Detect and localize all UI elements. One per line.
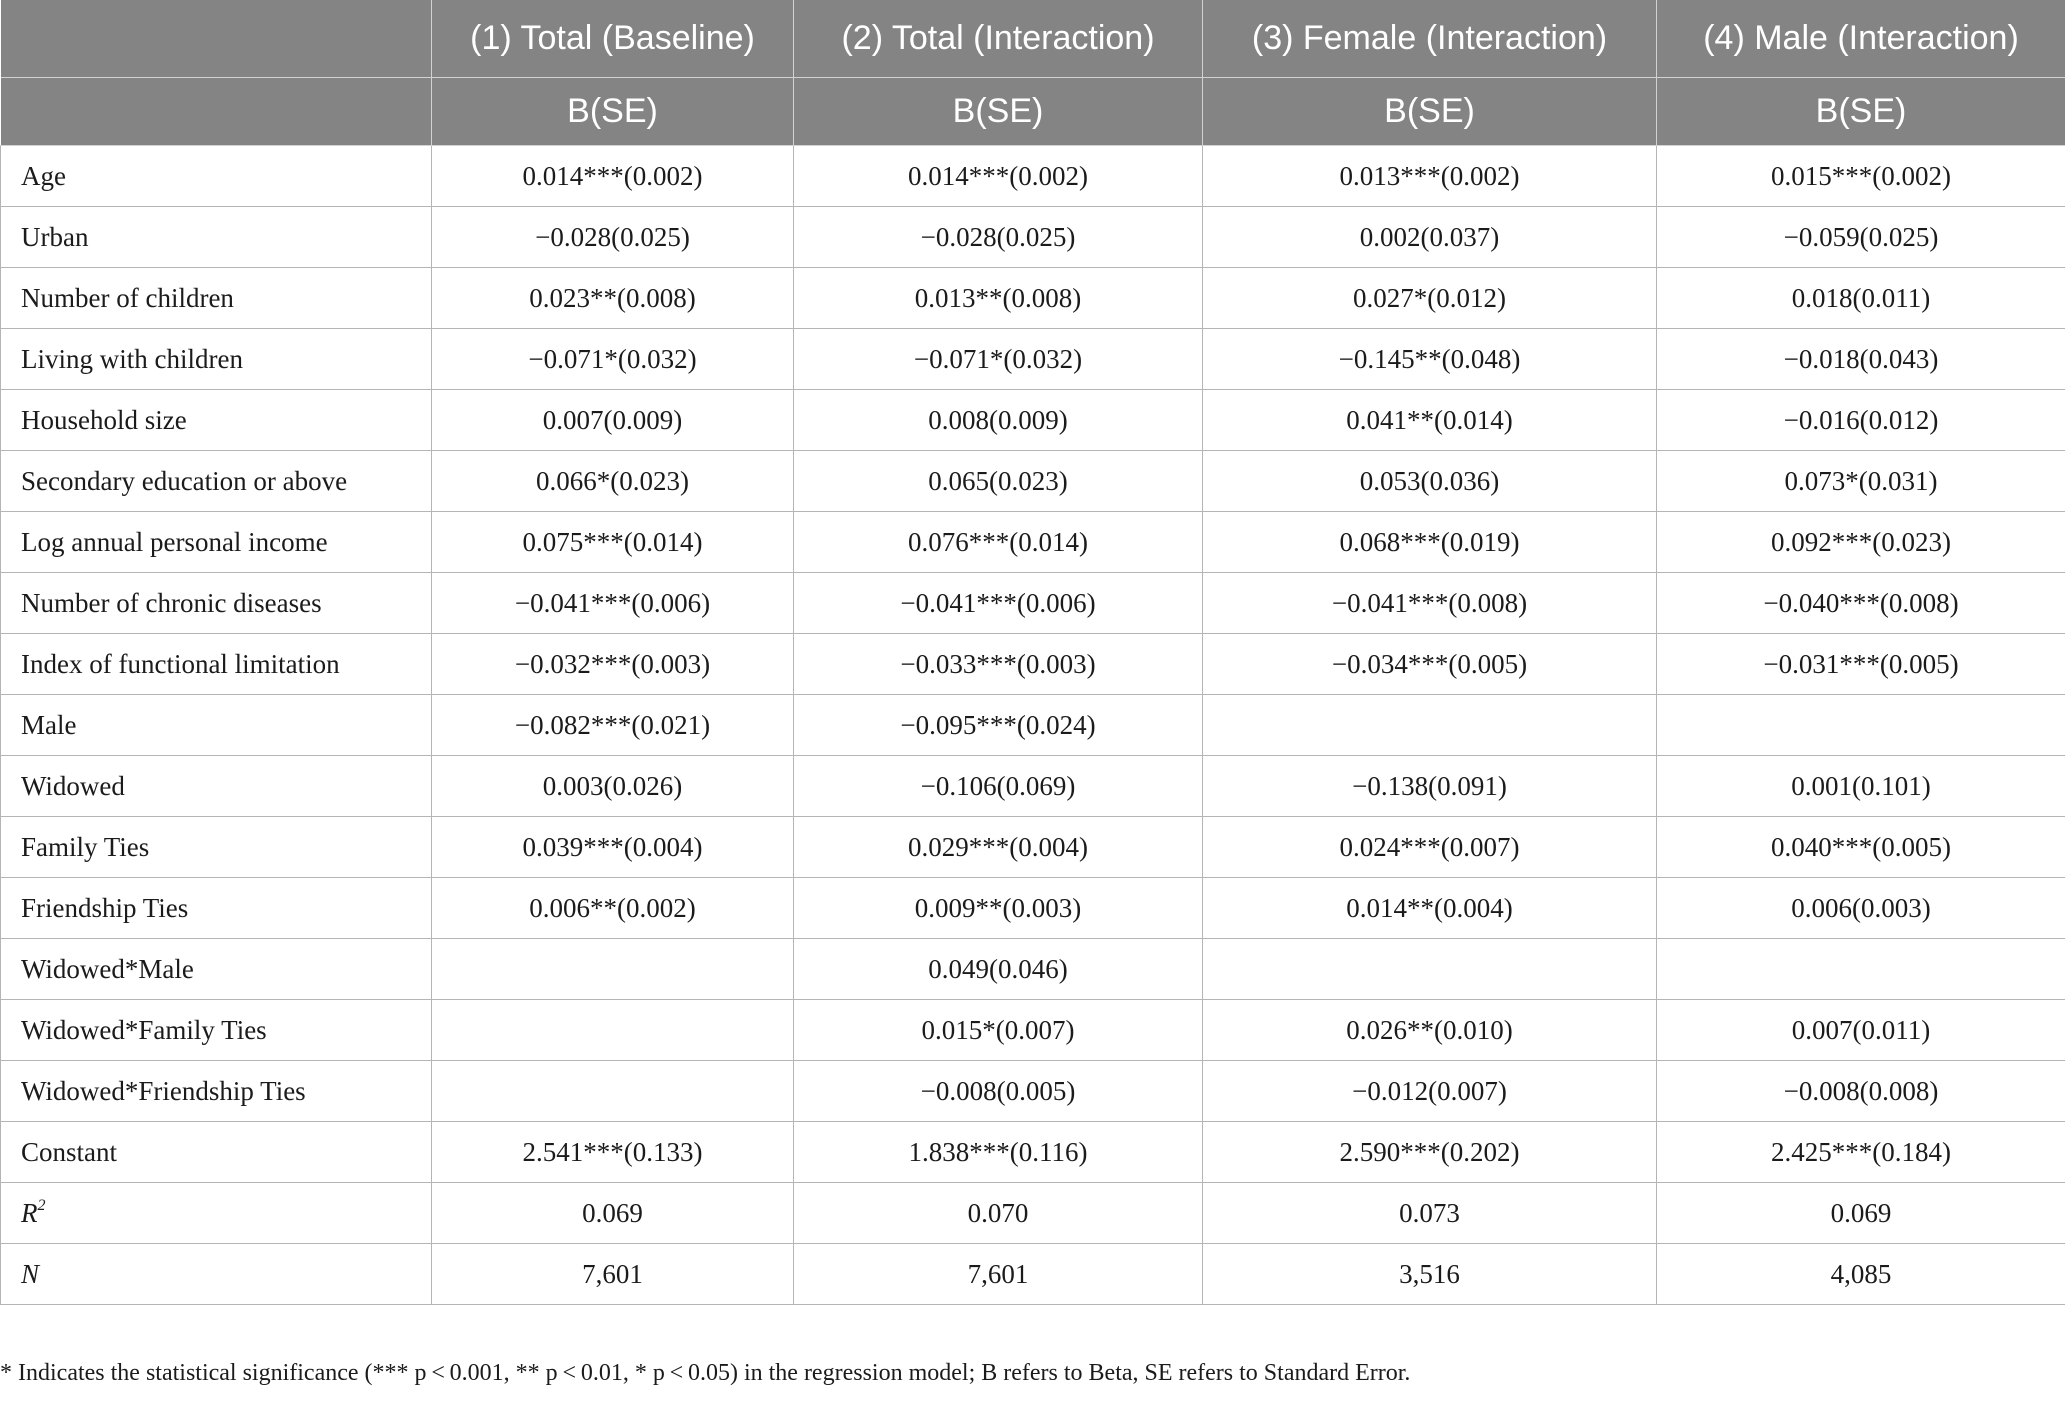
table-row xyxy=(1,878,2065,939)
cell-col-2: −0.071*(0.032) xyxy=(794,329,1203,390)
header-col-3-title: (3) Female (Interaction) xyxy=(1203,0,1657,78)
cell-col-2: 0.009**(0.003) xyxy=(794,878,1203,939)
row-label-text: Friendship Ties xyxy=(21,892,189,923)
cell-col-1 xyxy=(432,1000,794,1061)
header-col-3-sub: B(SE) xyxy=(1203,78,1657,146)
row-label xyxy=(1,1000,432,1061)
header-col-2-sub: B(SE) xyxy=(794,78,1203,146)
row-label-text: Age xyxy=(21,160,66,191)
cell-col-2: 0.065(0.023) xyxy=(794,451,1203,512)
table-footnote: * Indicates the statistical significance (*** p < 0.001, ** p < 0.01, * p < 0.05) in the regression model; B refers to Beta, SE refers to Standard Error. xyxy=(0,1360,1411,1386)
cell-col-2: 0.008(0.009) xyxy=(794,390,1203,451)
cell-col-4: −0.018(0.043) xyxy=(1657,329,2065,390)
table-row xyxy=(1,268,2065,329)
row-label-text: Widowed xyxy=(21,770,125,801)
row-label-text: Index of functional limitation xyxy=(21,648,340,679)
row-label xyxy=(1,573,432,634)
table-row xyxy=(1,817,2065,878)
cell-col-1: 0.075***(0.014) xyxy=(432,512,794,573)
cell-col-4: −0.016(0.012) xyxy=(1657,390,2065,451)
row-label-text: Household size xyxy=(21,404,187,435)
row-label-text: R xyxy=(21,1197,38,1228)
table-row xyxy=(1,1183,2065,1244)
cell-col-4: 0.015***(0.002) xyxy=(1657,146,2065,207)
header-corner xyxy=(1,0,432,78)
cell-col-4: 2.425***(0.184) xyxy=(1657,1122,2065,1183)
header-col-2-title: (2) Total (Interaction) xyxy=(794,0,1203,78)
cell-col-4: −0.008(0.008) xyxy=(1657,1061,2065,1122)
table-row xyxy=(1,146,2065,207)
cell-col-1: 0.007(0.009) xyxy=(432,390,794,451)
cell-col-4: 0.069 xyxy=(1657,1183,2065,1244)
cell-col-2: 7,601 xyxy=(794,1244,1203,1305)
cell-col-1: −0.028(0.025) xyxy=(432,207,794,268)
cell-col-2: −0.028(0.025) xyxy=(794,207,1203,268)
row-label xyxy=(1,756,432,817)
table-row xyxy=(1,695,2065,756)
cell-col-3: 0.013***(0.002) xyxy=(1203,146,1657,207)
cell-col-4: −0.031***(0.005) xyxy=(1657,634,2065,695)
row-label-text: Family Ties xyxy=(21,831,150,862)
cell-col-3: 0.068***(0.019) xyxy=(1203,512,1657,573)
table-row xyxy=(1,573,2065,634)
cell-col-3: −0.138(0.091) xyxy=(1203,756,1657,817)
row-label-text: Number of chronic diseases xyxy=(21,587,322,618)
row-label-text: N xyxy=(21,1258,40,1289)
row-label xyxy=(1,817,432,878)
table-row xyxy=(1,939,2065,1000)
cell-col-3: −0.041***(0.008) xyxy=(1203,573,1657,634)
row-label-text: Log annual personal income xyxy=(21,526,328,557)
cell-col-3: 0.014**(0.004) xyxy=(1203,878,1657,939)
table-row xyxy=(1,512,2065,573)
cell-col-2: 0.076***(0.014) xyxy=(794,512,1203,573)
header-row-titles xyxy=(1,0,2065,78)
cell-col-4 xyxy=(1657,939,2065,1000)
cell-col-1 xyxy=(432,939,794,1000)
cell-col-4: 0.006(0.003) xyxy=(1657,878,2065,939)
cell-col-1: −0.032***(0.003) xyxy=(432,634,794,695)
cell-col-3: 0.002(0.037) xyxy=(1203,207,1657,268)
row-label-text: Widowed*Friendship Ties xyxy=(21,1075,306,1106)
row-label-text: Male xyxy=(21,709,77,740)
cell-col-1: 0.066*(0.023) xyxy=(432,451,794,512)
row-label-text: Urban xyxy=(21,221,89,252)
cell-col-4 xyxy=(1657,695,2065,756)
row-label-text: Widowed*Male xyxy=(21,953,194,984)
cell-col-2: 0.013**(0.008) xyxy=(794,268,1203,329)
cell-col-1: 0.069 xyxy=(432,1183,794,1244)
cell-col-2: −0.106(0.069) xyxy=(794,756,1203,817)
cell-col-1: 7,601 xyxy=(432,1244,794,1305)
cell-col-4: 0.073*(0.031) xyxy=(1657,451,2065,512)
cell-col-3: 3,516 xyxy=(1203,1244,1657,1305)
cell-col-1: −0.071*(0.032) xyxy=(432,329,794,390)
table-row xyxy=(1,1244,2065,1305)
cell-col-4: 0.018(0.011) xyxy=(1657,268,2065,329)
cell-col-3: 0.024***(0.007) xyxy=(1203,817,1657,878)
table-row xyxy=(1,451,2065,512)
cell-col-4: −0.040***(0.008) xyxy=(1657,573,2065,634)
cell-col-3: 0.041**(0.014) xyxy=(1203,390,1657,451)
cell-col-2: 1.838***(0.116) xyxy=(794,1122,1203,1183)
table-row xyxy=(1,1122,2065,1183)
cell-col-4: 0.092***(0.023) xyxy=(1657,512,2065,573)
cell-col-4: 4,085 xyxy=(1657,1244,2065,1305)
cell-col-1 xyxy=(432,1061,794,1122)
cell-col-3: 0.053(0.036) xyxy=(1203,451,1657,512)
row-label xyxy=(1,1183,432,1244)
row-label xyxy=(1,878,432,939)
header-row-subtitles xyxy=(1,78,2065,146)
cell-col-1: 0.014***(0.002) xyxy=(432,146,794,207)
cell-col-4: −0.059(0.025) xyxy=(1657,207,2065,268)
cell-col-3: −0.012(0.007) xyxy=(1203,1061,1657,1122)
row-label xyxy=(1,939,432,1000)
header-corner-sub xyxy=(1,78,432,146)
cell-col-2: 0.015*(0.007) xyxy=(794,1000,1203,1061)
table-row xyxy=(1,1061,2065,1122)
cell-col-3: 2.590***(0.202) xyxy=(1203,1122,1657,1183)
row-label-text: Number of children xyxy=(21,282,234,313)
cell-col-1: 0.039***(0.004) xyxy=(432,817,794,878)
cell-col-2: −0.008(0.005) xyxy=(794,1061,1203,1122)
row-label-text: Secondary education or above xyxy=(21,465,348,496)
cell-col-1: 0.006**(0.002) xyxy=(432,878,794,939)
table-row xyxy=(1,329,2065,390)
row-label-text: Living with children xyxy=(21,343,243,374)
row-label xyxy=(1,390,432,451)
row-label xyxy=(1,1244,432,1305)
table-row xyxy=(1,1000,2065,1061)
cell-col-1: 0.003(0.026) xyxy=(432,756,794,817)
header-col-4-sub: B(SE) xyxy=(1657,78,2065,146)
row-label xyxy=(1,1061,432,1122)
header-col-4-title: (4) Male (Interaction) xyxy=(1657,0,2065,78)
row-label xyxy=(1,329,432,390)
cell-col-1: 0.023**(0.008) xyxy=(432,268,794,329)
cell-col-3 xyxy=(1203,695,1657,756)
table-row xyxy=(1,390,2065,451)
cell-col-1: 2.541***(0.133) xyxy=(432,1122,794,1183)
cell-col-3: 0.073 xyxy=(1203,1183,1657,1244)
cell-col-2: 0.014***(0.002) xyxy=(794,146,1203,207)
header-col-1-title: (1) Total (Baseline) xyxy=(432,0,794,78)
cell-col-1: −0.041***(0.006) xyxy=(432,573,794,634)
row-label xyxy=(1,512,432,573)
cell-col-2: −0.041***(0.006) xyxy=(794,573,1203,634)
cell-col-2: 0.070 xyxy=(794,1183,1203,1244)
cell-col-2: 0.049(0.046) xyxy=(794,939,1203,1000)
cell-col-2: −0.033***(0.003) xyxy=(794,634,1203,695)
cell-col-2: −0.095***(0.024) xyxy=(794,695,1203,756)
cell-col-1: −0.082***(0.021) xyxy=(432,695,794,756)
table-row xyxy=(1,207,2065,268)
row-label-superscript: 2 xyxy=(37,1196,46,1214)
cell-col-4: 0.001(0.101) xyxy=(1657,756,2065,817)
row-label xyxy=(1,451,432,512)
row-label-text: Widowed*Family Ties xyxy=(21,1014,267,1045)
cell-col-3: −0.034***(0.005) xyxy=(1203,634,1657,695)
row-label xyxy=(1,146,432,207)
table-row xyxy=(1,634,2065,695)
table-row xyxy=(1,756,2065,817)
table-body xyxy=(1,146,2065,1305)
row-label-text: Constant xyxy=(21,1136,118,1167)
cell-col-4: 0.040***(0.005) xyxy=(1657,817,2065,878)
cell-col-4: 0.007(0.011) xyxy=(1657,1000,2065,1061)
row-label xyxy=(1,268,432,329)
cell-col-2: 0.029***(0.004) xyxy=(794,817,1203,878)
cell-col-3: 0.026**(0.010) xyxy=(1203,1000,1657,1061)
cell-col-3: 0.027*(0.012) xyxy=(1203,268,1657,329)
header-col-1-sub: B(SE) xyxy=(432,78,794,146)
row-label xyxy=(1,207,432,268)
row-label xyxy=(1,634,432,695)
cell-col-3: −0.145**(0.048) xyxy=(1203,329,1657,390)
row-label xyxy=(1,1122,432,1183)
cell-col-3 xyxy=(1203,939,1657,1000)
row-label xyxy=(1,695,432,756)
